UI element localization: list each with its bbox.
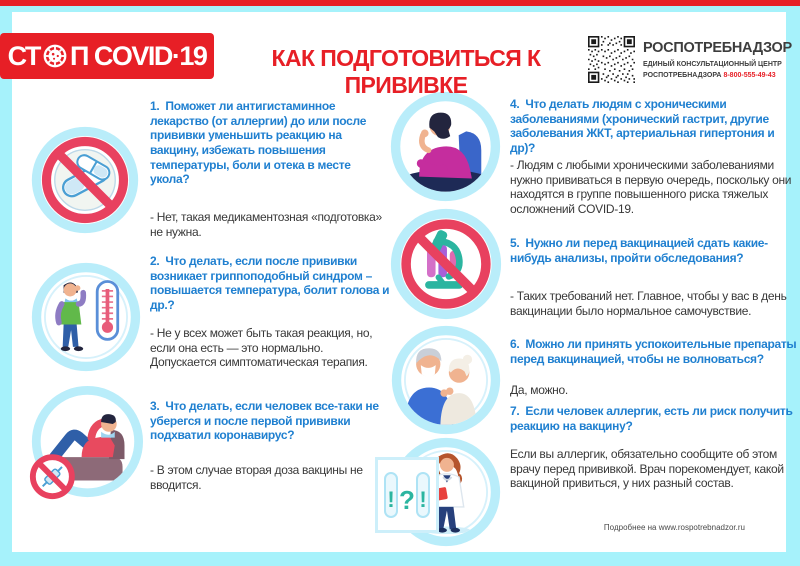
man-with-thermometer-icon	[30, 261, 142, 373]
poster-title: КАК ПОДГОТОВИТЬСЯ К ПРИВИВКЕ	[271, 45, 541, 98]
agency-line1: ЕДИНЫЙ КОНСУЛЬТАЦИОННЫЙ ЦЕНТР	[643, 61, 782, 68]
lab-card-left-symbol: !	[387, 487, 395, 512]
agency-block	[643, 40, 795, 81]
question-3-text: Что делать, если человек все-таки не уберегся и после первой прививки подхватил коронавирус?	[150, 399, 379, 443]
stop-covid-banner	[0, 33, 214, 79]
virus-icon	[42, 43, 68, 69]
question-7-number: 7.	[510, 404, 520, 418]
no-microscope-icon	[389, 207, 503, 321]
question-5-text: Нужно ли перед вакцинацией сдать какие-нибудь анализы, пройти обследования?	[510, 236, 768, 265]
test-tubes-icon	[379, 463, 435, 527]
question-6-text: Можно ли принять успокоительные препараты перед вакцинацией, чтобы не волноваться?	[510, 337, 797, 366]
question-4	[510, 97, 797, 156]
question-4-text: Что делать людям с хроническими заболеваниями (хронический гастрит, другие заболевания ЖКТ, артериальная гипертония и др)?	[510, 97, 775, 155]
answer-4: - Людям с любыми хроническими заболеваниями нужно прививаться в первую очередь, поскольку они находятся в группе повышенного риска тяжелых осложнений COVID-19.	[510, 158, 792, 216]
question-5	[510, 236, 797, 265]
question-5-number: 5.	[510, 236, 520, 250]
lab-card-right-symbol: !	[419, 487, 427, 512]
question-2-number: 2.	[150, 254, 160, 268]
answer-6: Да, можно.	[510, 383, 568, 397]
answer-7: Если вы аллергик, обязательно сообщите об этом врачу перед прививкой. Врач порекомендует, какой вакциной привиться, у них разный состав.	[510, 447, 784, 491]
question-6	[510, 337, 797, 366]
agency-line2: РОСПОТРЕБНАДЗОРА	[643, 71, 722, 79]
question-7	[510, 404, 797, 433]
lab-card-middle-symbol: ?	[399, 485, 415, 515]
answer-3: - В этом случае вторая доза вакцины не вводится.	[150, 463, 363, 492]
agency-subtitle	[643, 60, 795, 81]
question-4-number: 4.	[510, 97, 520, 111]
question-2	[150, 254, 390, 313]
agency-name: РОСПОТРЕБНАДЗОР	[643, 40, 792, 56]
question-3-number: 3.	[150, 399, 160, 413]
elderly-couple-icon	[390, 324, 502, 436]
question-7-text: Если человек аллергик, есть ли риск получить реакцию на вакцину?	[510, 404, 793, 433]
question-1-text: Поможет ли антигистаминное лекарство (от аллергии) до или после прививки уменьшить реакцию на вакцину, избежать повышения температуры, боли и отека в месте укола?	[150, 99, 367, 187]
question-1-number: 1.	[150, 99, 160, 113]
qr-code-icon	[588, 36, 635, 83]
answer-5: - Таких требований нет. Главное, чтобы у вас в день вакцинации было нормальное самочувствие.	[510, 289, 787, 318]
thinking-man-icon	[389, 90, 502, 203]
no-pills-icon	[30, 125, 140, 235]
agency-phone: 8-800-555-49-43	[723, 71, 776, 79]
answer-1: - Нет, такая медикаментозная «подготовка» не нужна.	[150, 210, 382, 239]
footer-link[interactable]: Подробнее на www.rospotrebnadzor.ru	[603, 523, 745, 532]
question-1	[150, 99, 390, 187]
sick-man-no-vaccine-icon	[27, 385, 144, 502]
lab-results-card	[375, 457, 439, 533]
stop-banner-suffix: П COVID·19	[69, 40, 207, 71]
question-6-number: 6.	[510, 337, 520, 351]
question-3	[150, 399, 390, 443]
question-2-text: Что делать, если после прививки возникает гриппоподобный синдром – повышается температура, болит голова и др.?	[150, 254, 390, 312]
top-red-strip	[0, 0, 800, 6]
answer-2: - Не у всех может быть такая реакция, но, если она есть — это нормально. Допускается симптоматическая терапия.	[150, 326, 373, 370]
stop-banner-prefix: СТ	[7, 40, 40, 71]
